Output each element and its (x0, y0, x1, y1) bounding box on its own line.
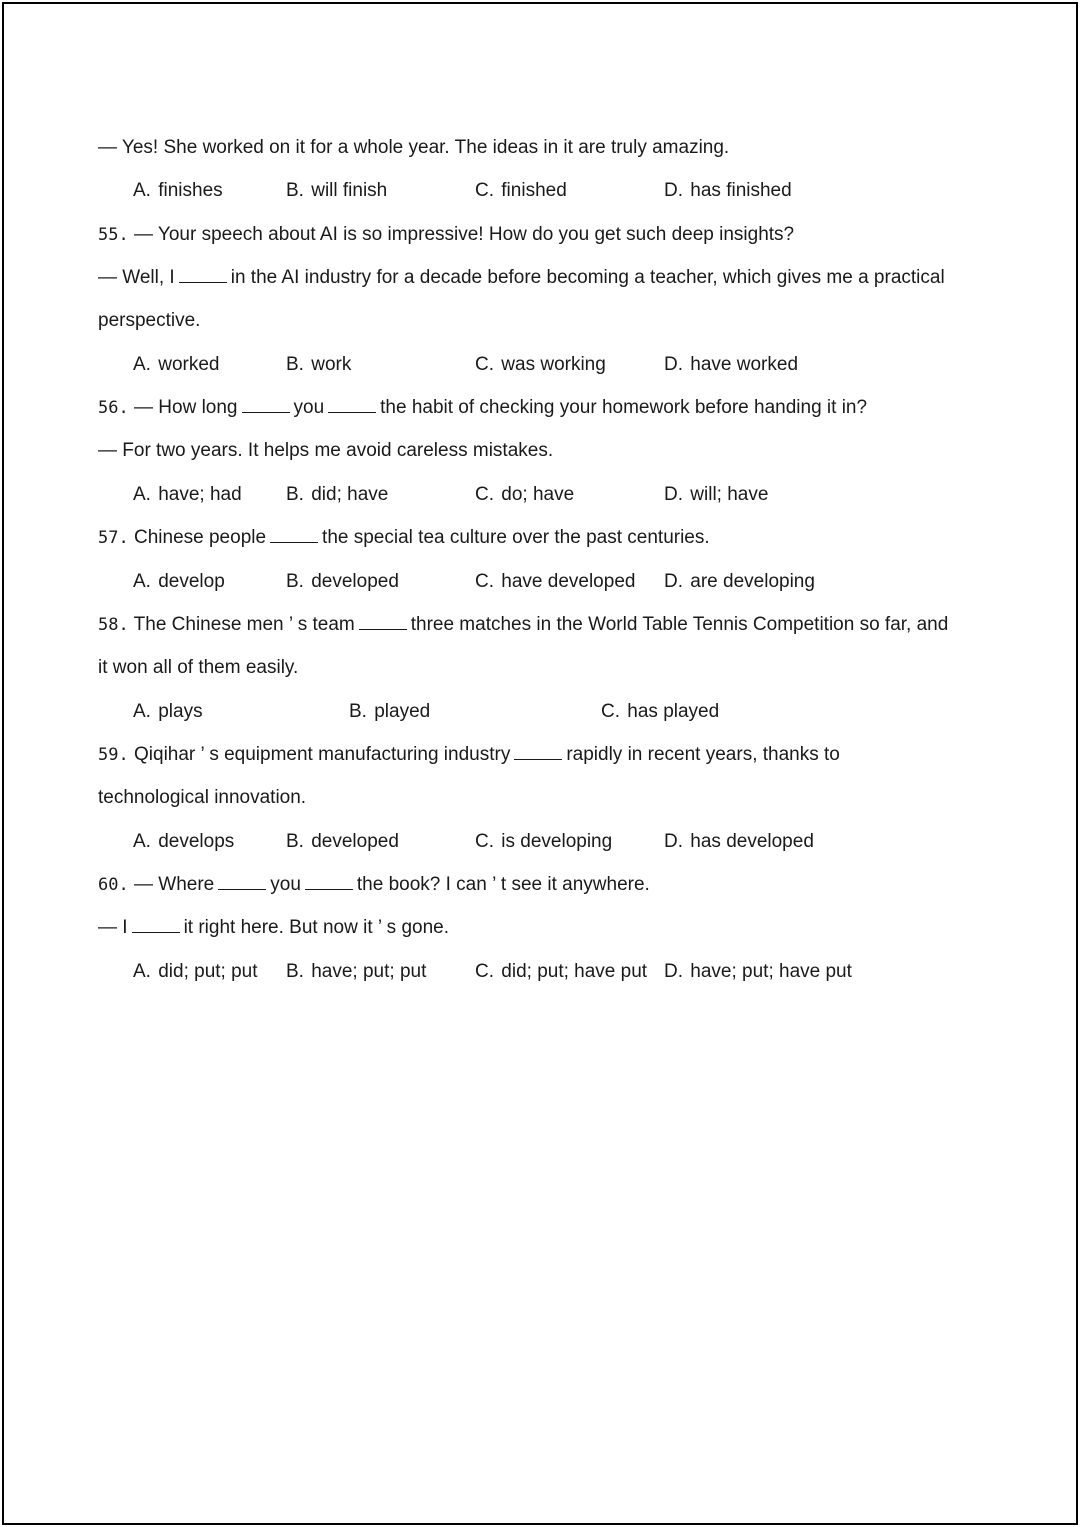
line-text: — Yes! She worked on it for a whole year. The ideas in it are truly amazing. (98, 137, 730, 158)
option-d[interactable]: D. will; have (664, 484, 769, 505)
option-d[interactable]: D. has developed (664, 831, 814, 852)
answer-blank[interactable] (359, 614, 407, 630)
dialogue-line: it won all of them easily. (98, 657, 299, 678)
option-d[interactable]: D. have worked (664, 354, 799, 375)
answer-blank[interactable] (270, 527, 318, 543)
option-b[interactable]: B. work (286, 354, 352, 375)
option-b[interactable]: B. have; put; put (286, 961, 427, 982)
answer-blank[interactable] (179, 267, 227, 283)
dialogue-line: perspective. (98, 310, 201, 331)
question-57: 57. Chinese people the special tea culture over the past centuries. (98, 527, 710, 548)
question-55: 55. — Your speech about AI is so impressive! How do you get such deep insights? (98, 224, 795, 245)
question-56: 56. — How long you the habit of checking your homework before handing it in? (98, 397, 868, 418)
question-number: 60. (98, 875, 129, 895)
option-c[interactable]: C. did; put; have put (475, 961, 648, 982)
question-number: 55. (98, 225, 129, 245)
option-d[interactable]: D. are developing (664, 571, 815, 592)
question-59: 59. Qiqihar ’ s equipment manufacturing industry rapidly in recent years, thanks to (98, 744, 840, 765)
option-c[interactable]: C. have developed (475, 571, 636, 592)
answer-blank[interactable] (328, 397, 376, 413)
answer-blank[interactable] (218, 874, 266, 890)
question-60: 60. — Where you the book? I can ’ t see it anywhere. (98, 874, 650, 895)
option-b[interactable]: B. developed (286, 571, 399, 592)
answer-blank[interactable] (242, 397, 290, 413)
option-a[interactable]: A. develop (133, 571, 225, 592)
answer-blank[interactable] (514, 744, 562, 760)
option-a[interactable]: A. finishes (133, 180, 223, 201)
question-number: 56. (98, 398, 129, 418)
option-c[interactable]: C. finished (475, 180, 567, 201)
option-a[interactable]: A. develops (133, 831, 235, 852)
dialogue-line: — I it right here. But now it ’ s gone. (98, 917, 449, 938)
option-b[interactable]: B. played (349, 701, 431, 722)
option-a[interactable]: A. have; had (133, 484, 242, 505)
dialogue-line: — For two years. It helps me avoid careless mistakes. (98, 440, 554, 461)
dialogue-line: technological innovation. (98, 787, 307, 808)
question-number: 58. (98, 615, 129, 635)
question-number: 59. (98, 745, 129, 765)
option-c[interactable]: C. has played (601, 701, 720, 722)
option-d[interactable]: D. has finished (664, 180, 792, 201)
option-c[interactable]: C. is developing (475, 831, 613, 852)
option-b[interactable]: B. did; have (286, 484, 389, 505)
dialogue-line: — Well, I in the AI industry for a decade before becoming a teacher, which gives me a practical (98, 267, 945, 288)
option-b[interactable]: B. developed (286, 831, 399, 852)
option-c[interactable]: C. do; have (475, 484, 575, 505)
question-number: 57. (98, 528, 129, 548)
option-c[interactable]: C. was working (475, 354, 606, 375)
option-a[interactable]: A. plays (133, 701, 203, 722)
option-a[interactable]: A. did; put; put (133, 961, 258, 982)
question-58: 58. The Chinese men ’ s team three matches in the World Table Tennis Competition so far, and (98, 614, 949, 635)
option-a[interactable]: A. worked (133, 354, 220, 375)
option-b[interactable]: B. will finish (286, 180, 388, 201)
option-d[interactable]: D. have; put; have put (664, 961, 852, 982)
answer-blank[interactable] (132, 917, 180, 933)
answer-blank[interactable] (305, 874, 353, 890)
dialogue-line (98, 136, 729, 160)
